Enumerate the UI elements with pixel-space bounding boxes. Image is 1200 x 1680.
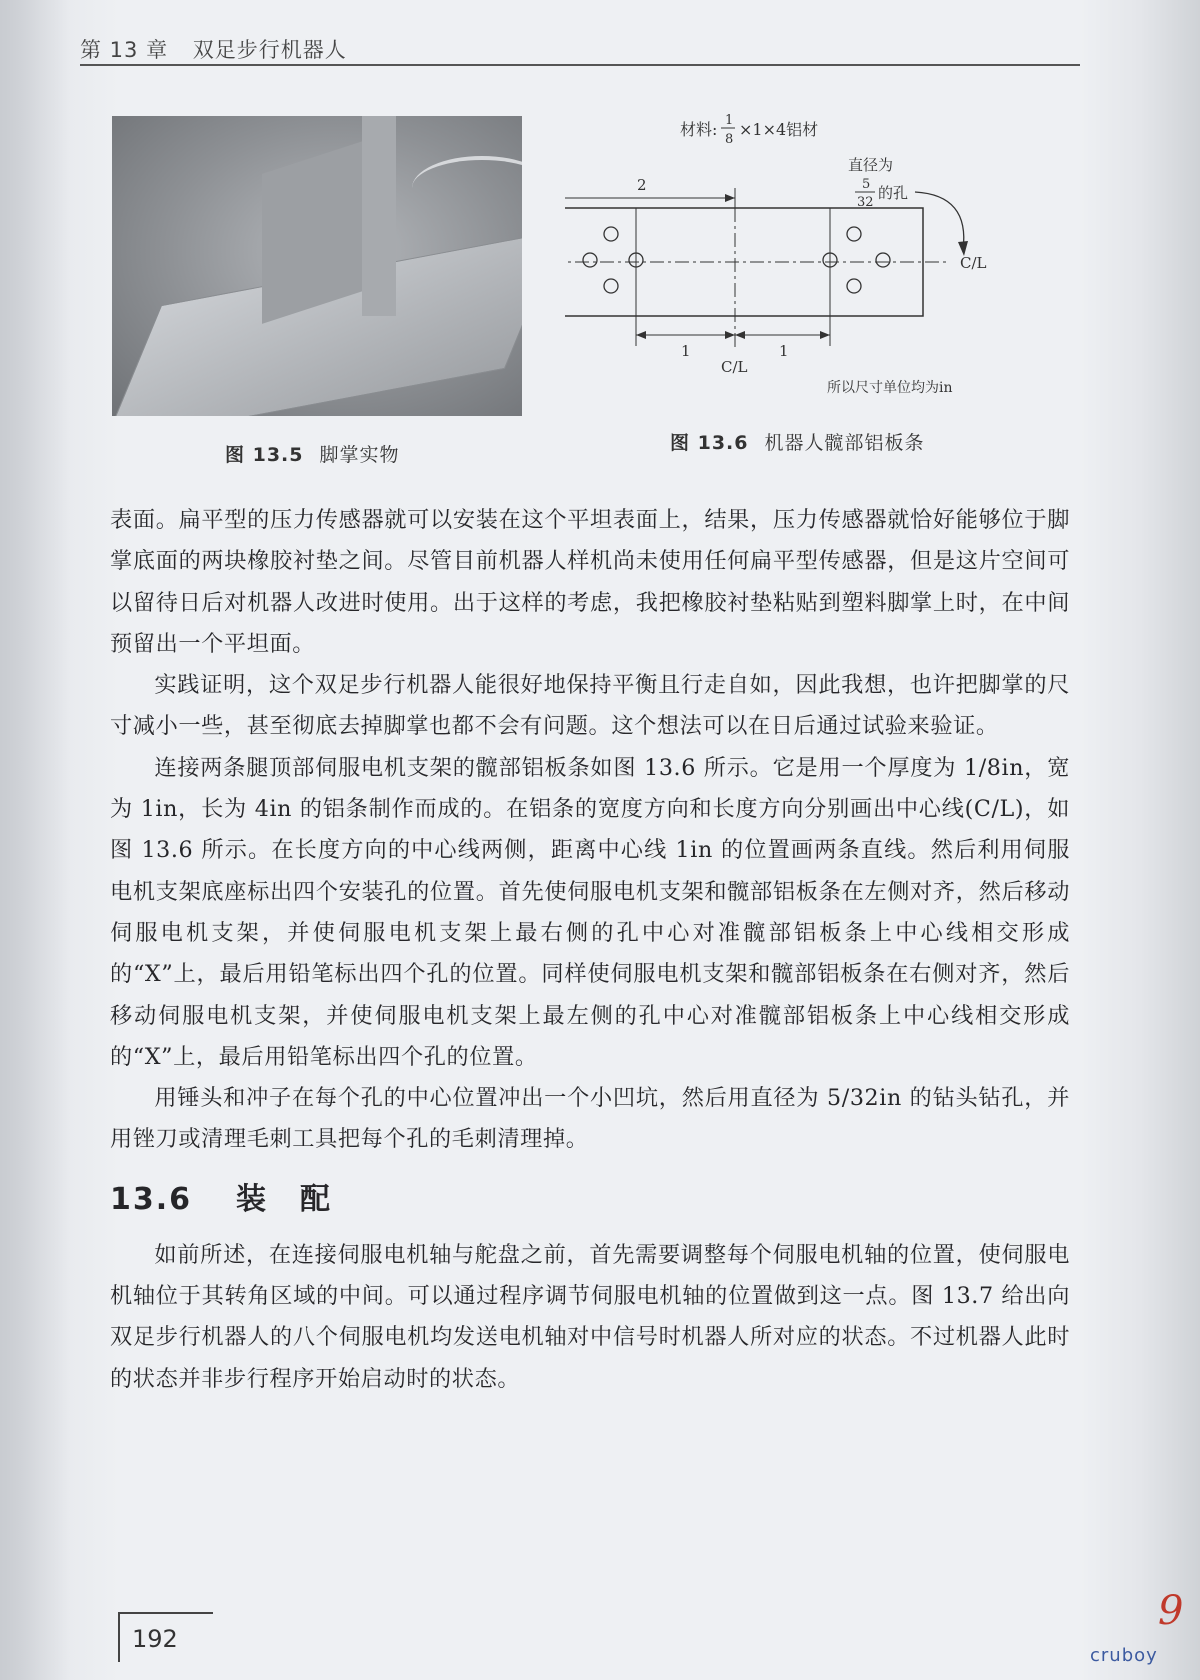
photo-wire [412, 156, 522, 220]
hole-icon [604, 279, 618, 293]
hole-icon [604, 227, 618, 241]
center-line-right-label: C/L [960, 254, 987, 272]
caption-text: 机器人髋部铝板条 [764, 432, 925, 454]
hole-icon [847, 227, 861, 241]
caption-number: 图 13.5 [225, 444, 304, 466]
chapter-number: 第 13 章 [80, 38, 169, 62]
section-number: 13.6 [110, 1181, 193, 1217]
paragraph: 如前所述，在连接伺服电机轴与舵盘之前，首先需要调整每个伺服电机轴的位置，使伺服电机轴位于其转角区域的中间。可以通过程序调节伺服电机轴的位置做到这一点。图 13.7 给出向双足步行机器人的八个伺服电机均发送电机轴对中信号时机器人所对应的状态。不过机器人此时的状态并非步行程序开始启动时的状态。 [110, 1241, 1070, 1392]
figure-13-6-caption [670, 428, 925, 455]
hole-frac-num: 5 [862, 177, 871, 192]
material-frac-den: 8 [725, 132, 734, 147]
paragraph: 用锤头和冲子在每个孔的中心位置冲出一个小凹坑，然后用直径为 5/32in 的钻头钻孔，并用锉刀或清理毛刺工具把每个孔的毛刺清理掉。 [110, 1085, 1070, 1153]
page-number: 192 [118, 1612, 213, 1662]
hole-icon [583, 253, 597, 267]
binding-shadow [0, 0, 70, 1680]
section-heading [110, 1175, 1070, 1225]
running-header [80, 34, 1080, 66]
hip-plate-diagram [565, 110, 1045, 400]
caption-text: 脚掌实物 [319, 444, 400, 466]
units-note: 所以尺寸单位均为in [827, 380, 953, 396]
dim-top-label: 2 [637, 176, 647, 194]
material-rest: ×1×4铝材 [739, 120, 819, 139]
hole-icon [876, 253, 890, 267]
hole-frac-den: 32 [857, 195, 874, 210]
center-line-bottom-label: C/L [721, 358, 748, 376]
caption-number: 图 13.6 [670, 432, 749, 454]
dim-right-label: 1 [779, 342, 789, 360]
foot-photo [112, 116, 522, 416]
hole-label-top: 直径为 [848, 156, 894, 174]
hip-plate-drawing [565, 110, 1045, 400]
section-title: 装 配 [236, 1181, 333, 1217]
chapter-title: 双足步行机器人 [192, 38, 347, 62]
paragraph: 连接两条腿顶部伺服电机支架的髋部铝板条如图 13.6 所示。它是用一个厚度为 1/8in，宽为 1in，长为 4in 的铝条制作而成的。在铝条的宽度方向和长度方向分别画出中心线(C/L)，如图 13.6 所示。在长度方向的中心线两侧，距离中心线 1in 的位置画两条直线。然后利用伺服电机支架底座标出四个安装孔的位置。首先使伺服电机支架和髋部铝板条在左侧对齐，然后移动伺服电机支架，并使伺服电机支架上最右侧的孔中心对准髋部铝板条上中心线相交形成的“X”上，最后用铅笔标出四个孔的位置。同样使伺服电机支架和髋部铝板条在右侧对齐，然后移动伺服电机支架，并使伺服电机支架上最左侧的孔中心对准髋部铝板条上中心线相交形成的“X”上，最后用铅笔标出四个孔的位置。 [110, 754, 1070, 1070]
material-frac-num: 1 [725, 113, 734, 128]
handwritten-mark: 9 [1158, 1588, 1184, 1634]
hole-icon [847, 279, 861, 293]
body-text [110, 500, 1070, 1400]
hole-label-bottom: 的孔 [878, 184, 909, 202]
paragraph: 实践证明，这个双足步行机器人能很好地保持平衡且行走自如，因此我想，也许把脚掌的尺寸减小一些，甚至彻底去掉脚掌也都不会有问题。这个想法可以在日后通过试验来验证。 [110, 672, 1070, 740]
material-label: 材料: [680, 120, 718, 139]
figure-13-5-caption [225, 440, 400, 467]
paragraph: 表面。扁平型的压力传感器就可以安装在这个平坦表面上，结果，压力传感器就恰好能够位于脚掌底面的两块橡胶衬垫之间。尽管目前机器人样机尚未使用任何扁平型传感器，但是这片空间可以留待日后对机器人改进时使用。出于这样的考虑，我把橡胶衬垫粘贴到塑料脚掌上时，在中间预留出一个平坦面。 [110, 507, 1070, 657]
watermark: cruboy [1090, 1645, 1158, 1666]
dim-left-label: 1 [681, 342, 691, 360]
photo-post [362, 116, 396, 316]
